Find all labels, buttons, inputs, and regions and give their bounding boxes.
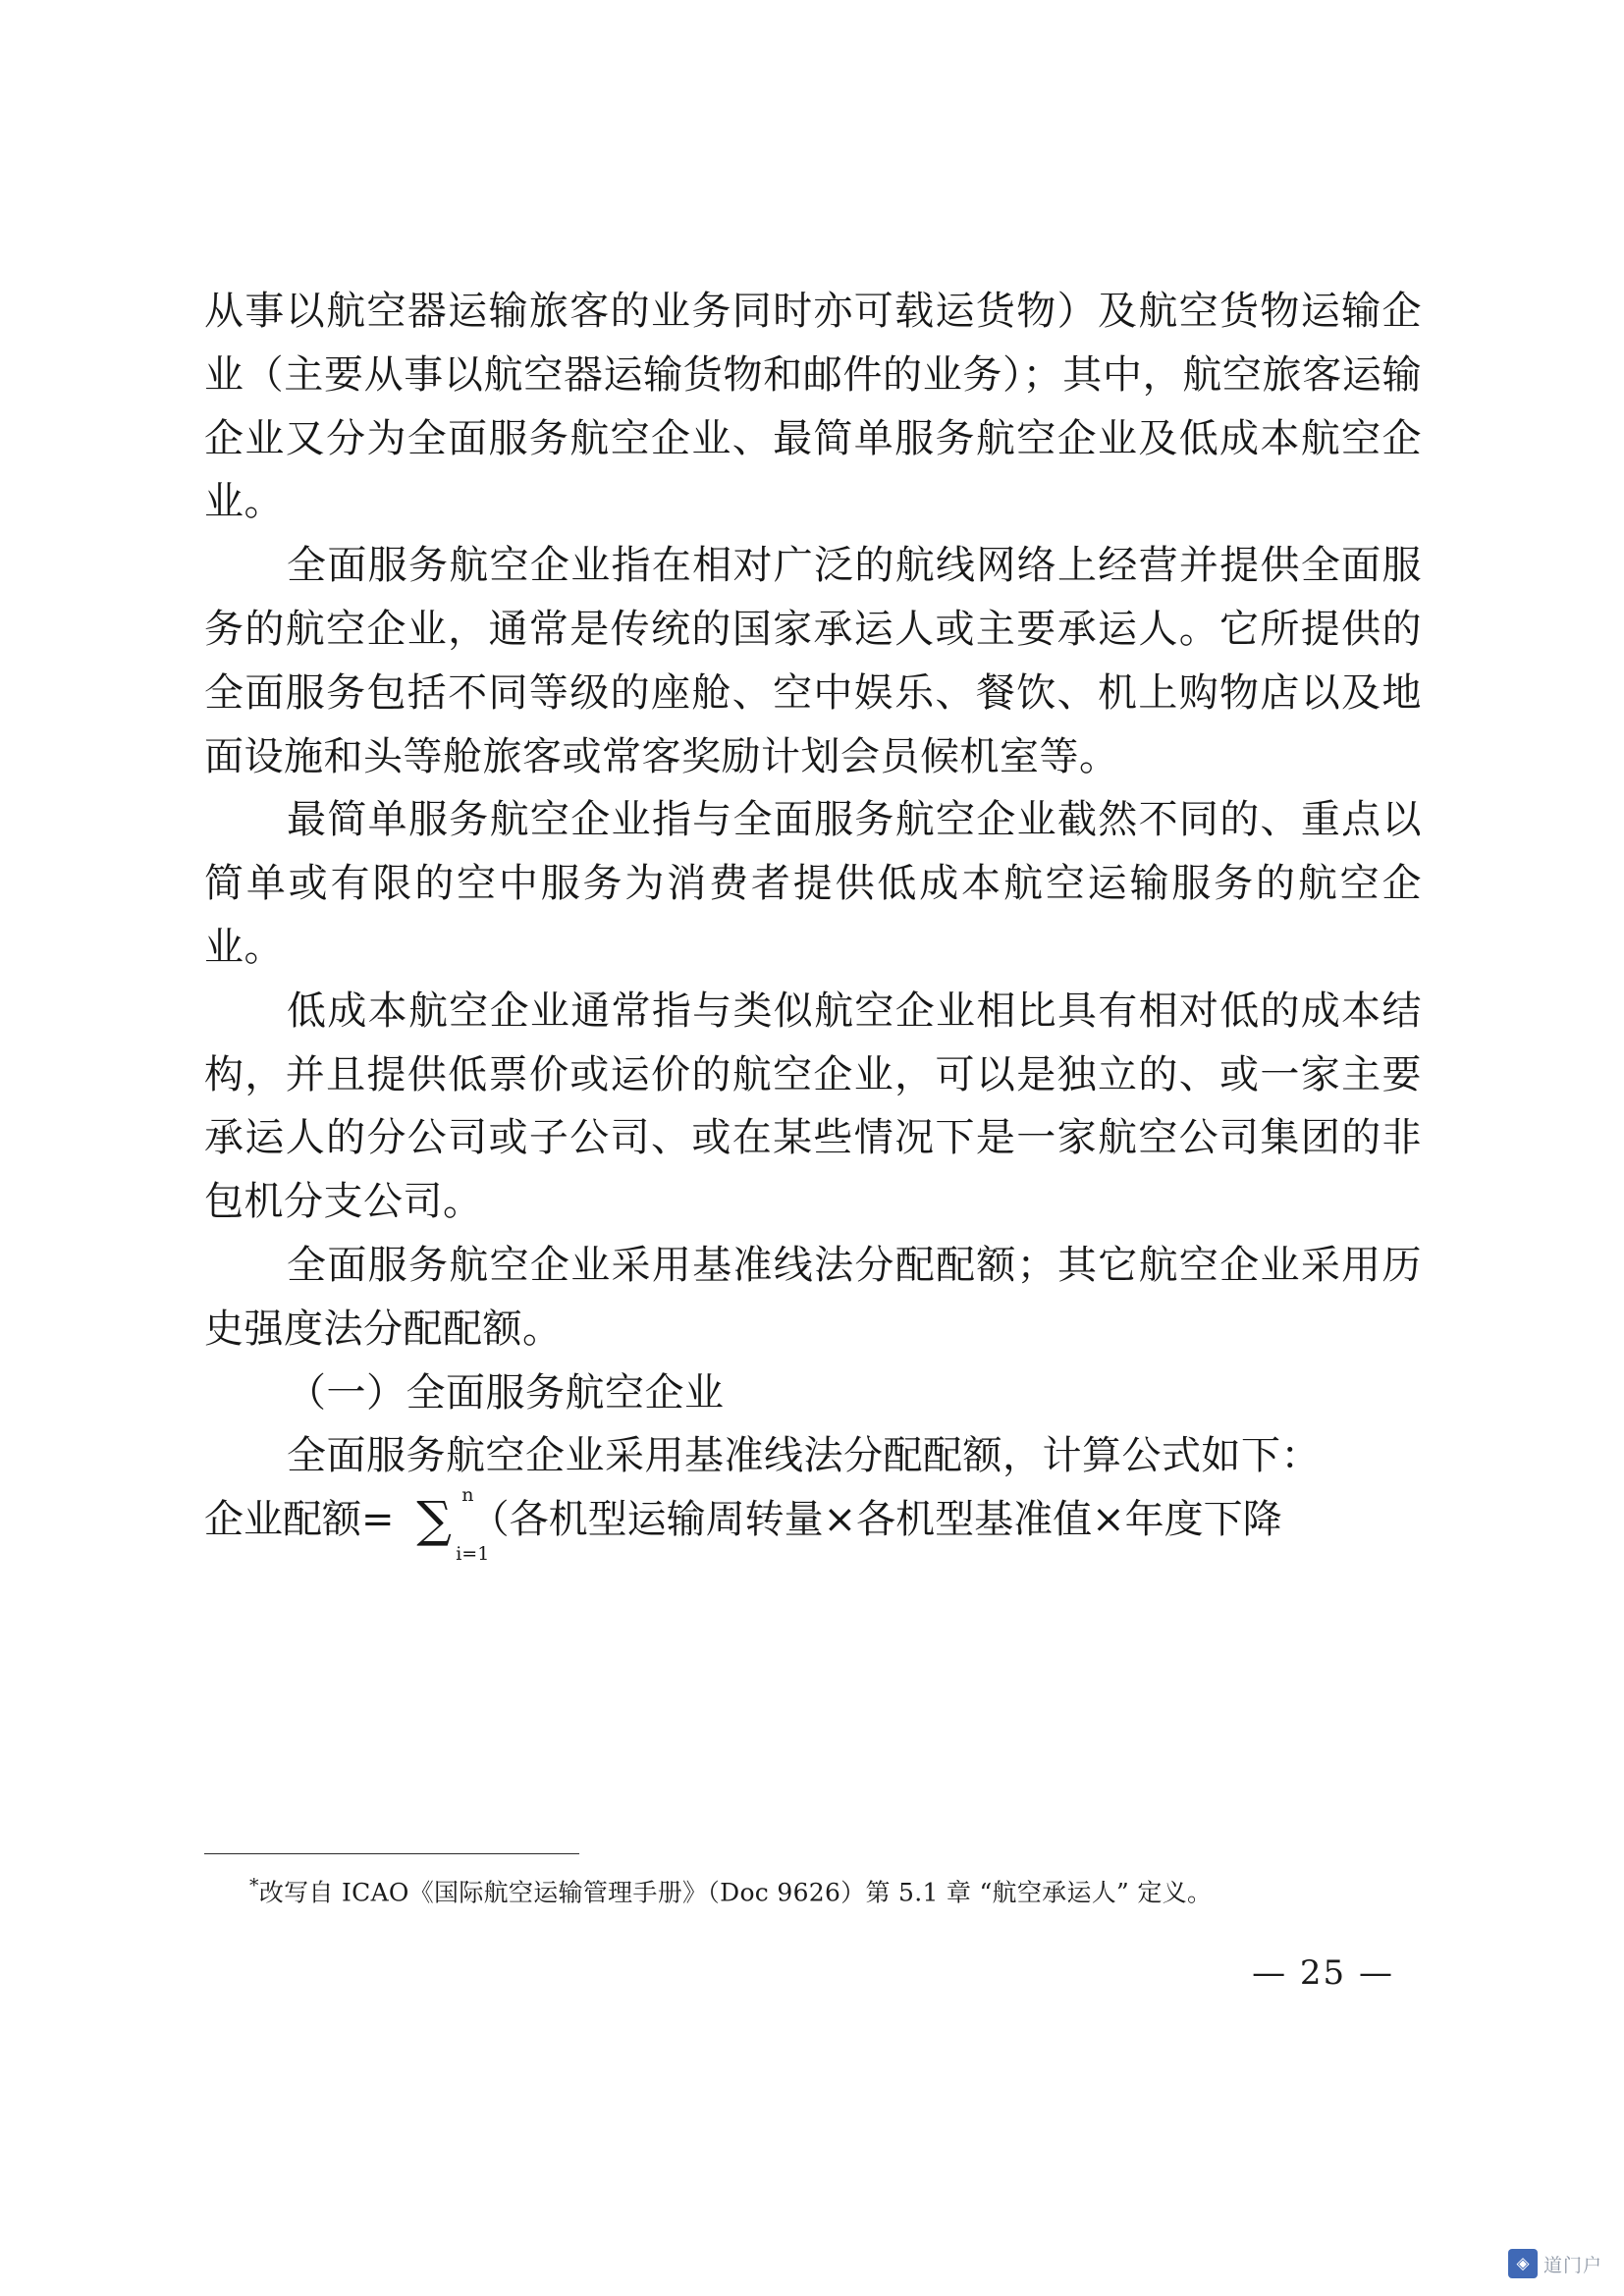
sigma-upper-limit: n xyxy=(461,1484,474,1507)
watermark-label: 道门户 xyxy=(1543,2254,1602,2276)
summation-symbol xyxy=(416,1484,490,1565)
sigma-glyph: ∑ xyxy=(416,1491,452,1549)
footnote-divider xyxy=(204,1853,579,1854)
formula-trail: （各机型运输周转量×各机型基准值×年度下降 xyxy=(469,1497,1282,1543)
paragraph-4: 低成本航空企业通常指与类似航空企业相比具有相对低的成本结构，并且提供低票价或运价的航空企业，可以是独立的、或一家主要承运人的分公司或子公司、或在某些情况下是一家航空公司集团的非包机分支公司。 xyxy=(204,988,1422,1225)
paragraph-2: 全面服务航空企业指在相对广泛的航线网络上经营并提供全面服务的航空企业，通常是传统的国家承运人或主要承运人。它所提供的全面服务包括不同等级的座舱、空中娱乐、餐饮、机上购物店以及地面设施和头等舱旅客或常客奖励计划会员候机室等。 xyxy=(204,543,1422,779)
formula-line xyxy=(204,1484,1422,1565)
paragraph-5: 全面服务航空企业采用基准线法分配配额；其它航空企业采用历史强度法分配配额。 xyxy=(204,1242,1422,1352)
formula-lead: 企业配额= xyxy=(204,1497,395,1543)
watermark-badge-icon: ◈ xyxy=(1508,2249,1538,2278)
page-number: — 25 — xyxy=(1252,1953,1394,1993)
footnote-marker: * xyxy=(249,1875,259,1896)
watermark xyxy=(1508,2249,1602,2278)
footnote-body: 改写自 ICAO《国际航空运输管理手册》（Doc 9626）第 5.1 章 “航空承运人” 定义。 xyxy=(258,1878,1213,1907)
page-body-column xyxy=(204,280,1422,1565)
paragraph-7: 全面服务航空企业采用基准线法分配配额，计算公式如下： xyxy=(287,1433,1321,1479)
footnote-area xyxy=(204,1853,1422,1911)
sigma-lower-limit: i=1 xyxy=(456,1542,490,1565)
footnote-text xyxy=(204,1872,1422,1911)
paragraph-3: 最简单服务航空企业指与全面服务航空企业截然不同的、重点以简单或有限的空中服务为消费者提供低成本航空运输服务的航空企业。 xyxy=(204,797,1422,970)
paragraph-1: 从事以航空器运输旅客的业务同时亦可载运货物）及航空货物运输企业（主要从事以航空器运输货物和邮件的业务）；其中，航空旅客运输企业又分为全面服务航空企业、最简单服务航空企业及低成本航空企业。 xyxy=(204,289,1422,525)
section-heading-1: （一）全面服务航空企业 xyxy=(287,1369,725,1415)
